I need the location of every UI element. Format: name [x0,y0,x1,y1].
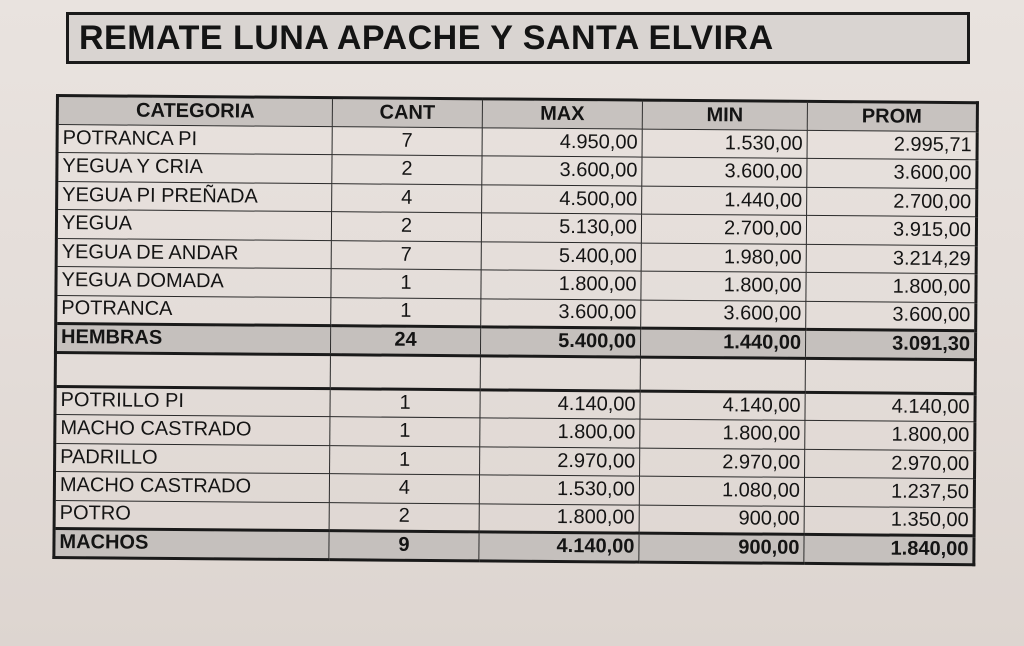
cell-max: 4.950,00 [482,127,642,157]
cell-categoria: POTRANCA PI [57,124,332,155]
cell-cant: 2 [331,212,481,242]
machos-total-row [54,528,974,564]
cell-max: 2.970,00 [480,446,640,476]
cell-prom: 2.970,00 [805,449,975,479]
cell-prom: 3.915,00 [806,215,976,245]
cell-cant: 1 [331,269,481,299]
total-prom: 3.091,30 [805,329,975,359]
cell-categoria: YEGUA DOMADA [56,267,331,298]
hembras-section [55,124,977,393]
cell-categoria: POTRANCA [56,295,331,326]
cell-categoria: POTRO [54,500,329,531]
cell-categoria: YEGUA [56,210,331,241]
cell-cant: 7 [331,240,481,270]
total-min: 900,00 [639,533,804,563]
total-prom: 1.840,00 [804,534,974,564]
cell-max: 3.600,00 [481,298,641,328]
cell-prom: 2.995,71 [807,130,977,160]
total-cant: 9 [329,531,479,561]
header-min: MIN [642,100,807,130]
cell-categoria: YEGUA Y CRIA [57,153,332,184]
cell-prom: 3.600,00 [806,301,976,331]
auction-results-table [52,94,979,566]
cell-min: 1.530,00 [642,129,807,159]
cell-min: 3.600,00 [642,157,807,187]
cell-prom: 1.800,00 [806,272,976,302]
cell-prom: 3.600,00 [807,158,977,188]
cell-prom: 2.700,00 [807,187,977,217]
total-label: HEMBRAS [55,324,330,355]
spacer-cell [480,355,640,390]
cell-categoria: YEGUA DE ANDAR [56,238,331,269]
cell-prom: 1.350,00 [804,506,974,536]
total-label: MACHOS [54,528,329,559]
cell-max: 4.500,00 [482,184,642,214]
cell-cant: 2 [332,155,482,185]
cell-min: 1.440,00 [642,186,807,216]
cell-min: 1.800,00 [640,419,805,449]
cell-min: 900,00 [639,505,804,535]
cell-min: 1.080,00 [639,476,804,506]
cell-max: 1.800,00 [479,503,639,533]
cell-cant: 1 [330,445,480,475]
header-prom: PROM [807,101,977,131]
total-min: 1.440,00 [640,328,805,358]
cell-cant: 7 [332,126,482,156]
cell-categoria: PADRILLO [55,443,330,474]
cell-max: 3.600,00 [482,156,642,186]
spacer-cell [640,357,805,392]
cell-categoria: MACHO CASTRADO [55,415,330,446]
total-max: 4.140,00 [479,532,639,562]
cell-cant: 1 [330,388,480,418]
cell-min: 3.600,00 [641,300,806,330]
cell-cant: 4 [329,474,479,504]
cell-min: 1.800,00 [641,271,806,301]
title-box [66,12,970,64]
header-cant: CANT [332,98,482,128]
cell-max: 1.800,00 [481,270,641,300]
cell-min: 2.700,00 [641,214,806,244]
cell-max: 5.130,00 [481,213,641,243]
total-cant: 24 [330,326,480,356]
cell-prom: 1.237,50 [804,477,974,507]
cell-prom: 4.140,00 [805,392,975,422]
cell-min: 1.980,00 [641,243,806,273]
spacer-cell [55,352,330,388]
cell-max: 1.530,00 [479,475,639,505]
cell-max: 4.140,00 [480,389,640,419]
cell-min: 4.140,00 [640,391,805,421]
total-max: 5.400,00 [480,327,640,357]
cell-cant: 2 [329,502,479,532]
cell-categoria: MACHO CASTRADO [54,472,329,503]
cell-prom: 1.800,00 [805,420,975,450]
header-max: MAX [482,99,642,129]
cell-cant: 4 [332,183,482,213]
spacer-cell [805,358,975,393]
header-categoria: CATEGORIA [57,96,332,127]
cell-prom: 3.214,29 [806,244,976,274]
cell-max: 1.800,00 [480,418,640,448]
spacer-cell [330,354,480,389]
cell-categoria: YEGUA PI PREÑADA [57,181,332,212]
cell-categoria: POTRILLO PI [55,386,330,417]
cell-min: 2.970,00 [640,448,805,478]
machos-section [54,386,975,564]
document-title: REMATE LUNA APACHE Y SANTA ELVIRA [79,18,774,57]
cell-cant: 1 [330,417,480,447]
cell-cant: 1 [331,297,481,327]
cell-max: 5.400,00 [481,241,641,271]
